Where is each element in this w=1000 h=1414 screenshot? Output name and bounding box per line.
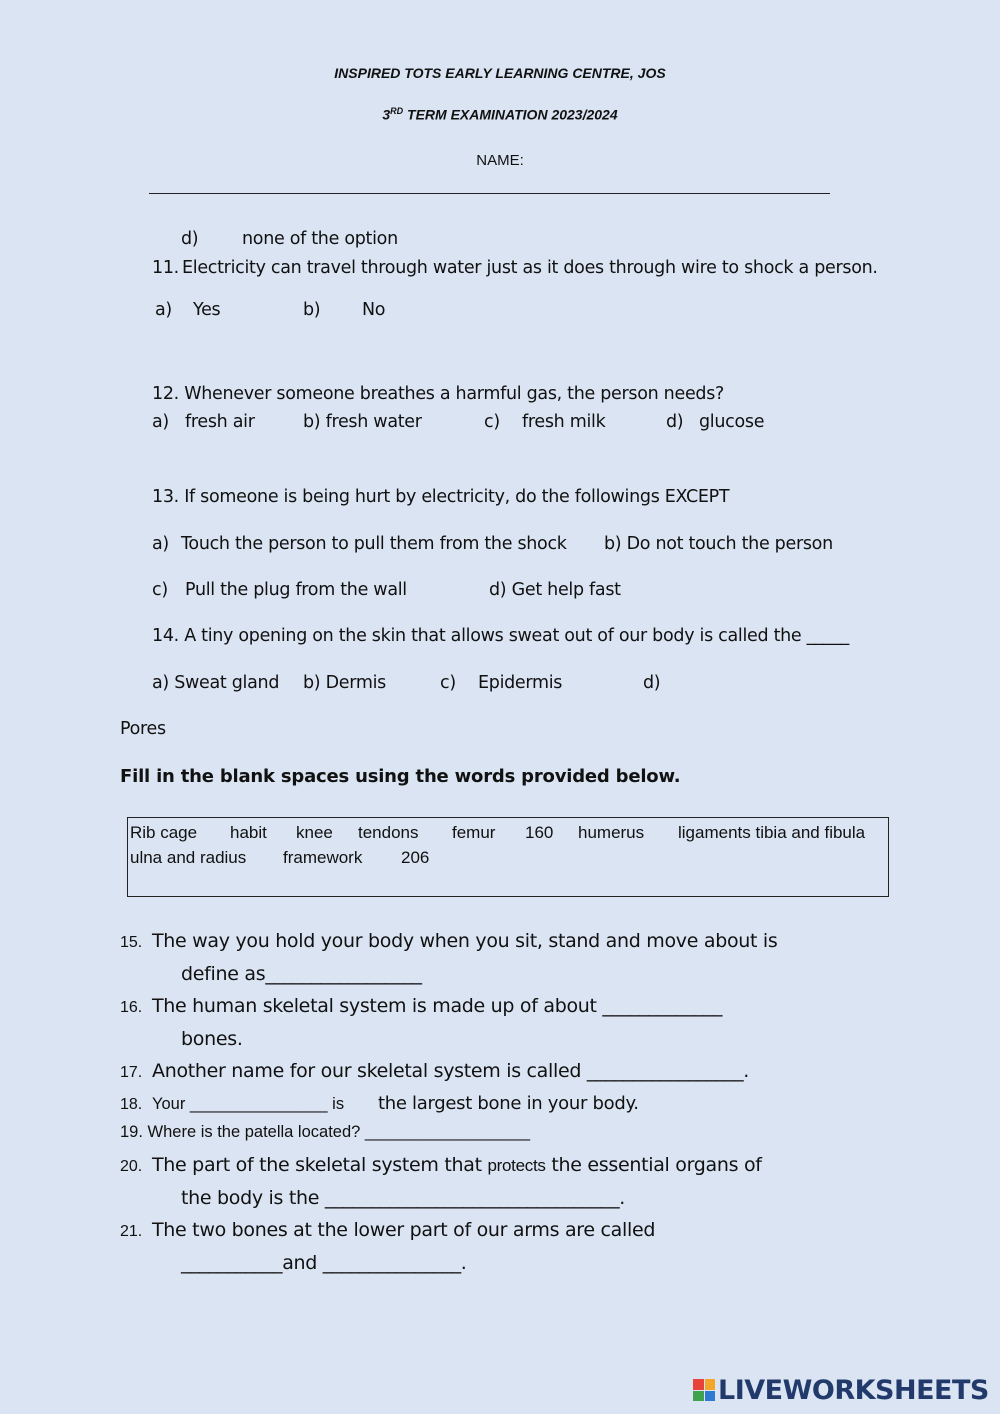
word-bank-item: tendons [358,823,419,842]
q11-opt-a-text: Yes [193,300,221,320]
q10-opt-d-letter: d) [181,229,199,249]
q13-opt-a-letter: a) [152,534,169,554]
q20-line1 [152,1154,762,1176]
word-bank-item: Rib cage [130,823,198,842]
q13-opt-c-text: Pull the plug from the wall [185,580,407,600]
liveworksheets-logo [693,1374,989,1406]
q14-opt-b: b) Dermis [303,673,386,693]
q16-line1[interactable]: The human skeletal system is made up of about _____________ [152,995,723,1017]
q16-number: 16. [120,999,143,1016]
q12-opt-c-text: fresh milk [522,412,606,432]
q11-opt-b-letter: b) [303,300,321,320]
q21-line1: The two bones at the lower part of our arms are called [152,1219,656,1241]
q18-pre[interactable]: Your _______________ is [152,1095,345,1113]
q12-opt-c-letter: c) [484,412,500,432]
exam-title-post: TERM EXAMINATION 2023/2024 [403,106,618,123]
word-bank-item: humerus [578,823,645,842]
q14-opt-a: a) Sweat gland [152,673,280,693]
word-bank-item: ligaments tibia and fibula [678,823,866,842]
q11-opt-a-letter: a) [155,300,172,320]
q12-opt-d-letter: d) [666,412,684,432]
q11-number: 11. [152,258,179,278]
section-title: Fill in the blank spaces using the words provided below. [120,766,681,787]
word-bank-item: femur [452,823,496,842]
q21-number: 21. [120,1223,143,1240]
q12-text: 12. Whenever someone breathes a harmful gas, the person needs? [152,384,725,404]
q18-post: the largest bone in your body. [378,1093,639,1114]
word-bank-item: ulna and radius [130,848,247,867]
q11-opt-b-text: No [362,300,386,320]
q14-opt-d-text: Pores [120,719,166,739]
q14-opt-c-letter: c) [440,673,456,693]
word-bank-item: 160 [525,823,554,842]
liveworksheets-logo-text: LIVEWORKSHEETS [718,1374,989,1406]
q11-text: Electricity can travel through water just as it does through wire to shock a person. [182,258,878,278]
q18-number: 18. [120,1096,143,1113]
word-bank-item: habit [230,823,267,842]
q20-line1-c: the essential organs of [551,1154,762,1176]
exam-title-pre: 3 [382,106,391,123]
q21-line2[interactable]: ___________and _______________. [181,1252,467,1274]
q20-line1-b: protects [487,1156,546,1175]
q20-number: 20. [120,1158,143,1175]
exam-title [0,106,1000,123]
exam-title-sup: RD [390,106,404,116]
q19-text[interactable]: 19. Where is the patella located? __________________ [120,1123,531,1141]
q10-opt-d-text: none of the option [242,229,398,249]
q12-opt-a-text: fresh air [185,412,255,432]
q20-line1-a: The part of the skeletal system that [152,1154,482,1176]
q17-number: 17. [120,1064,143,1081]
q14-opt-d-letter: d) [643,673,661,693]
q13-opt-c-letter: c) [152,580,168,600]
q20-line2[interactable]: the body is the ________________________________. [181,1187,626,1209]
q15-line2[interactable]: define as_________________ [181,963,422,985]
q13-opt-d: d) Get help fast [489,580,621,600]
name-field-line[interactable] [149,193,830,194]
word-bank [127,817,889,897]
q12-opt-b: b) fresh water [303,412,422,432]
q14-opt-c-text: Epidermis [478,673,563,693]
q17-line1[interactable]: Another name for our skeletal system is called _________________. [152,1060,750,1082]
q16-line2: bones. [181,1028,243,1050]
q15-line1: The way you hold your body when you sit, stand and move about is [152,930,778,952]
q12-opt-d-text: glucose [699,412,765,432]
school-title: INSPIRED TOTS EARLY LEARNING CENTRE, JOS [334,65,666,81]
liveworksheets-logo-icon [693,1379,715,1401]
q12-opt-a-letter: a) [152,412,169,432]
word-bank-item: knee [296,823,333,842]
q15-number: 15. [120,934,143,951]
word-bank-item: 206 [401,848,430,867]
q13-text: 13. If someone is being hurt by electricity, do the followings EXCEPT [152,487,730,507]
q13-opt-a-text: Touch the person to pull them from the shock [181,534,567,554]
name-label: NAME: [476,152,524,169]
q14-text: 14. A tiny opening on the skin that allows sweat out of our body is called the _____ [152,626,849,646]
q13-opt-b: b) Do not touch the person [604,534,833,554]
word-bank-item: framework [283,848,363,867]
